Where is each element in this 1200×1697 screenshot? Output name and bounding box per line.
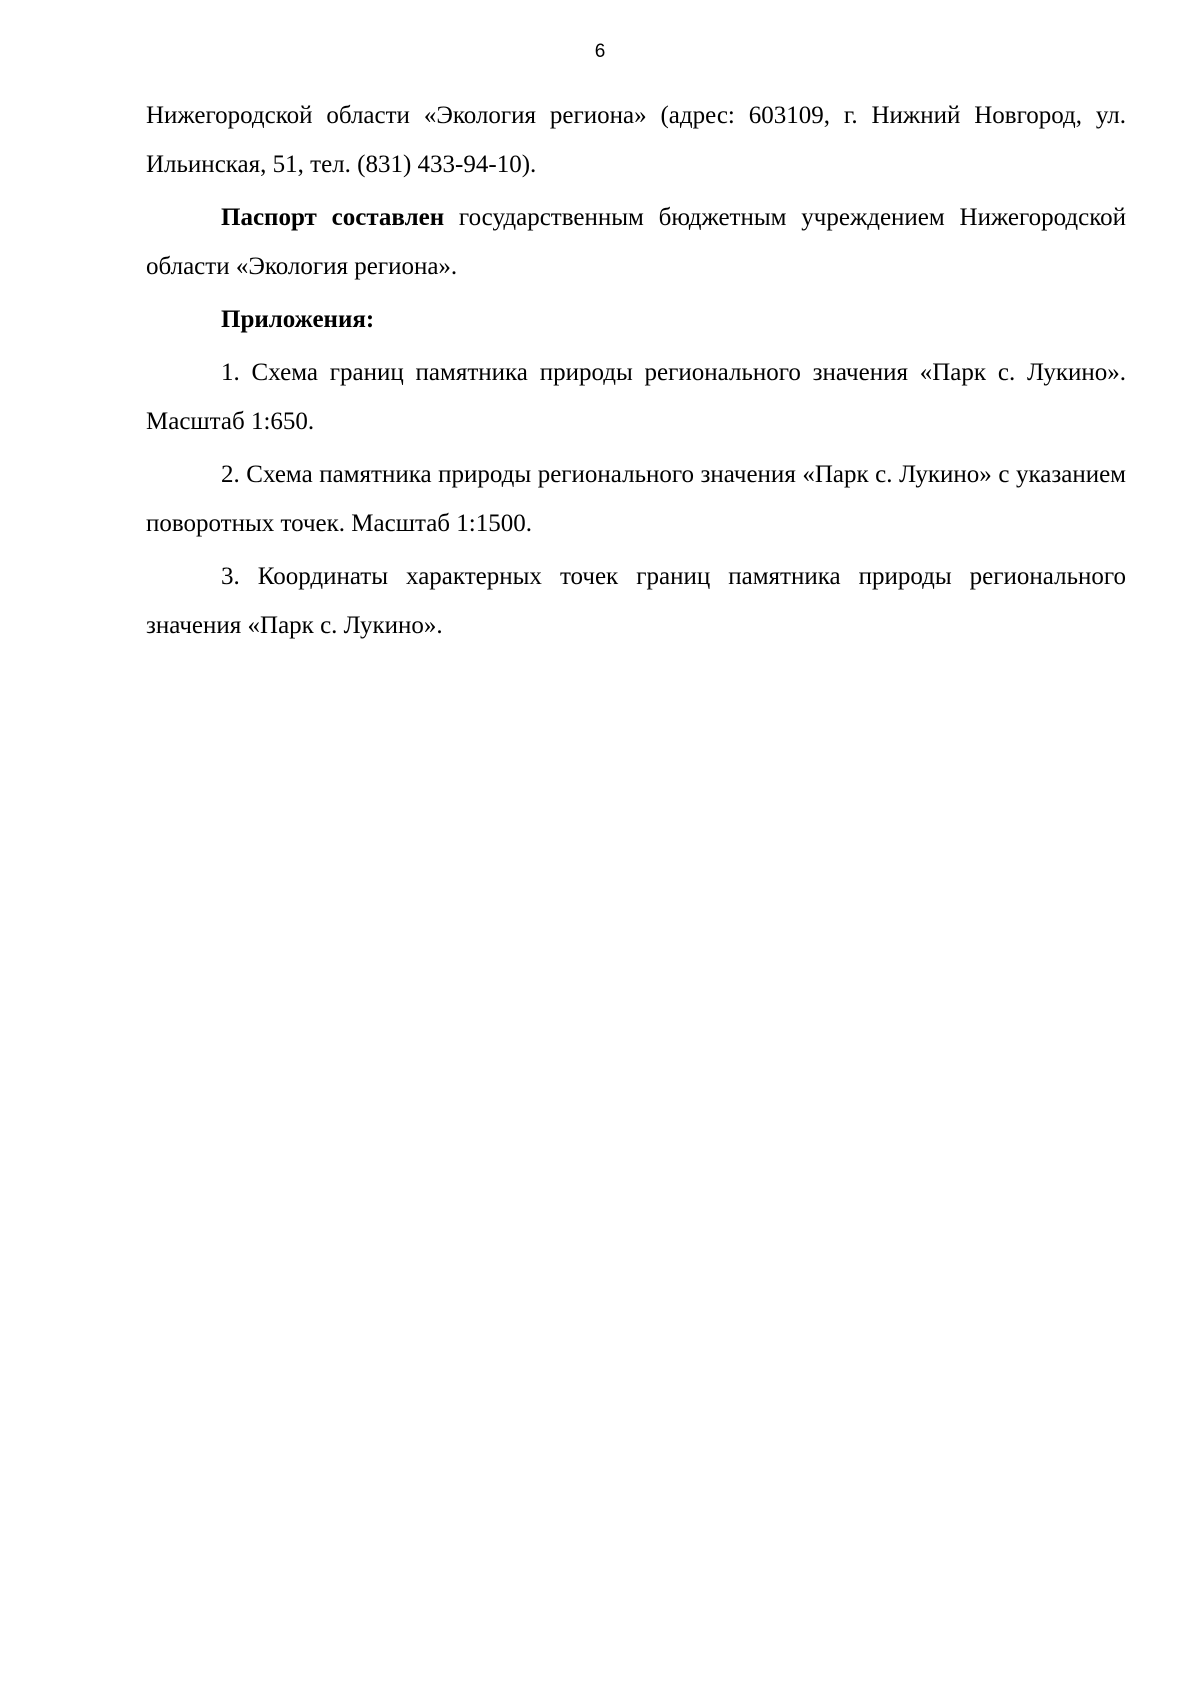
paragraph-address: Нижегородской области «Экология региона» (адрес: 603109, г. Нижний Новгород, ул. Ильинская, 51, тел. (831) 433-94-10).	[146, 102, 1126, 178]
appendix-item-1: 1. Схема границ памятника природы регионального значения «Парк с. Лукино». Масштаб 1:650.	[146, 359, 1126, 435]
compiled-by-text: государственным бюджетным учреждением Нижегородской области «Экология региона».	[146, 204, 1127, 280]
compiled-by-label: Паспорт составлен	[221, 204, 445, 231]
page-number: 6	[594, 41, 606, 62]
appendix-heading: Приложения:	[221, 306, 375, 333]
document-body	[146, 91, 1126, 654]
paragraph-compiled-by	[146, 193, 1126, 291]
appendix-item-2: 2. Схема памятника природы регионального значения «Парк с. Лукино» с указанием поворотных точек. Масштаб 1:1500.	[146, 461, 1126, 537]
appendix-item-3: 3. Координаты характерных точек границ памятника природы регионального значения «Парк с. Лукино».	[146, 563, 1126, 639]
